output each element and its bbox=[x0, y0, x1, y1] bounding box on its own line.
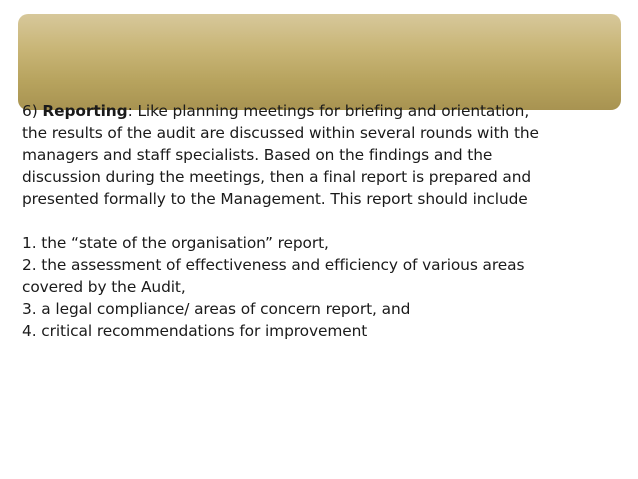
spacer bbox=[22, 210, 622, 232]
paragraph-line: managers and staff specialists. Based on the findings and the bbox=[22, 146, 493, 164]
title-banner bbox=[18, 14, 621, 110]
intro-line bbox=[22, 100, 622, 122]
paragraph-line: discussion during the meetings, then a final report is prepared and bbox=[22, 168, 532, 186]
intro-rest: : Like planning meetings for briefing and orientation, bbox=[127, 102, 530, 120]
reporting-term: Reporting bbox=[42, 102, 128, 120]
intro-prefix: 6) bbox=[22, 102, 43, 120]
paragraph-line: presented formally to the Management. This report should include bbox=[22, 190, 528, 208]
list-item: 4. critical recommendations for improvement bbox=[22, 322, 368, 340]
list-item: 1. the “state of the organisation” report, bbox=[22, 234, 329, 252]
list-item: 2. the assessment of effectiveness and efficiency of various areas bbox=[22, 256, 525, 274]
paragraph-line: the results of the audit are discussed within several rounds with the bbox=[22, 124, 539, 142]
list-item: 3. a legal compliance/ areas of concern report, and bbox=[22, 300, 411, 318]
list-item: covered by the Audit, bbox=[22, 278, 186, 296]
slide-body bbox=[22, 100, 622, 342]
